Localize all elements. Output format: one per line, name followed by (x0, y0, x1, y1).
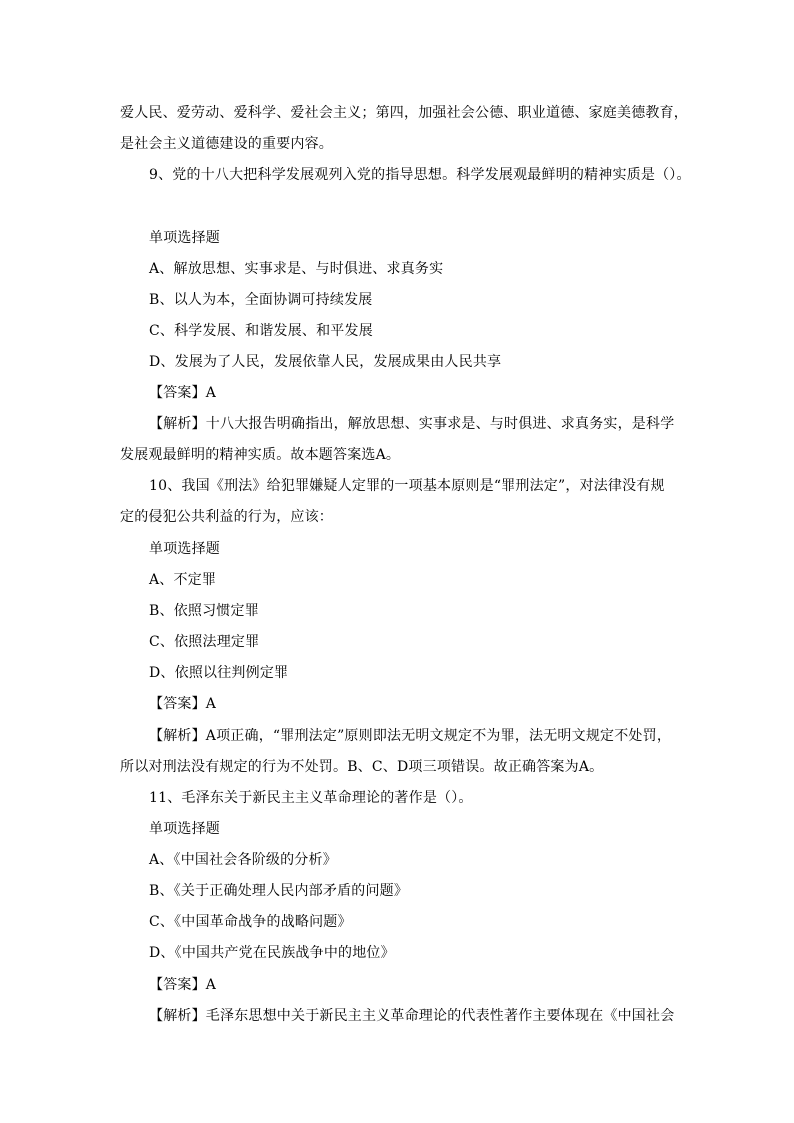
question-11: 11、毛泽东关于新民主主义革命理论的著作是（）。 (149, 790, 473, 806)
q10-option-c: C、依照法理定罪 (149, 634, 260, 650)
q11-option-c: C、《中国革命战争的战略问题》 (149, 914, 352, 930)
q10-analysis: 【解析】A项正确，“罪刑法定”原则即法无明文规定不为罪，法无明文规定不处罚， (149, 728, 672, 744)
q11-option-d: D、《中国共产党在民族战争中的地位》 (149, 945, 395, 961)
q9-analysis-2: 发展观最鲜明的精神实质。故本题答案选A。 (120, 447, 401, 463)
q10-answer: 【答案】A (149, 696, 217, 712)
q9-type: 单项选择题 (149, 230, 220, 246)
q10-option-a: A、不定罪 (149, 572, 217, 588)
q9-option-a: A、解放思想、实事求是、与时俱进、求真务实 (149, 261, 444, 277)
q9-option-b: B、以人为本，全面协调可持续发展 (149, 292, 373, 308)
q11-answer: 【答案】A (149, 977, 217, 993)
q9-analysis: 【解析】十八大报告明确指出，解放思想、实事求是、与时俱进、求真务实，是科学 (149, 416, 675, 432)
para-cont-end: 爱人民、爱劳动、爱科学、爱社会主义；第四，加强社会公德、职业道德、家庭美德教育， (120, 105, 688, 121)
q10-option-b: B、依照习惯定罪 (149, 603, 259, 619)
q10-analysis-2: 所以对刑法没有规定的行为不处罚。B、C、D项三项错误。故正确答案为A。 (120, 759, 604, 775)
question-10-2: 定的侵犯公共利益的行为，应该： (120, 509, 333, 525)
q11-analysis: 【解析】毛泽东思想中关于新民主主义革命理论的代表性著作主要体现在《中国社会 (149, 1008, 675, 1024)
question-10: 10、我国《刑法》给犯罪嫌疑人定罪的一项基本原则是“罪刑法定”，对法律没有规 (149, 478, 665, 494)
q10-type: 单项选择题 (149, 541, 220, 557)
q9-option-d: D、发展为了人民，发展依靠人民，发展成果由人民共享 (149, 354, 502, 370)
para-cont-end-2: 是社会主义道德建设的重要内容。 (120, 136, 333, 152)
q10-option-d: D、依照以往判例定罪 (149, 665, 289, 681)
q11-option-a: A、《中国社会各阶级的分析》 (149, 852, 337, 868)
q11-type: 单项选择题 (149, 821, 220, 837)
q9-answer: 【答案】A (149, 385, 217, 401)
q11-option-b: B、《关于正确处理人民内部矛盾的问题》 (149, 883, 409, 899)
q9-option-c: C、科学发展、和谐发展、和平发展 (149, 323, 373, 339)
question-9: 9、党的十八大把科学发展观列入党的指导思想。科学发展观最鲜明的精神实质是（）。 (149, 167, 691, 183)
